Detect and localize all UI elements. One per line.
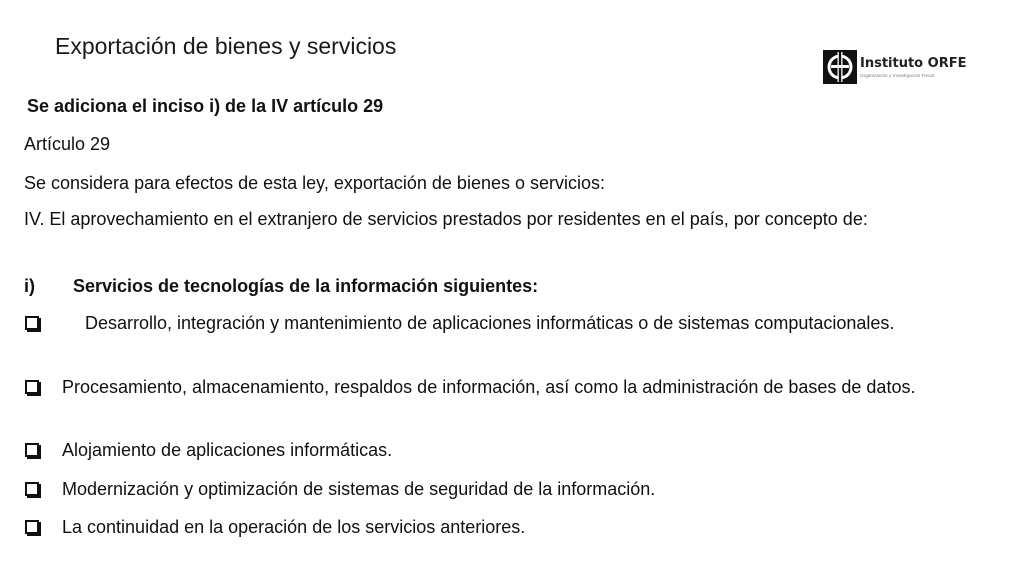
list-item <box>24 438 999 462</box>
checkbox-bullet-icon <box>25 316 39 330</box>
article-heading: Artículo 29 <box>24 134 111 154</box>
item-i-marker: i) <box>24 276 35 296</box>
checkbox-bullet-icon <box>25 520 39 534</box>
item-i <box>24 274 538 298</box>
slide-title: Exportación de bienes y servicios <box>55 33 397 59</box>
fraction-iv-text: IV. El aprovechamiento en el extranjero de servicios prestados por residentes en el país, por concepto de: <box>24 209 868 229</box>
checkbox-bullet-icon <box>25 380 39 394</box>
slide-subtitle: Se adiciona el inciso i) de la IV artículo 29 <box>27 96 384 116</box>
list-item <box>24 477 999 501</box>
intro-text: Se considera para efectos de esta ley, exportación de bienes o servicios: <box>24 173 606 193</box>
checkbox-bullet-icon <box>25 443 39 457</box>
logo-name: Instituto ORFE <box>860 56 967 71</box>
instituto-orfe-logo <box>823 50 973 86</box>
list-item <box>24 375 999 425</box>
item-i-text: Servicios de tecnologías de la información siguientes: <box>73 276 539 296</box>
list-item <box>24 311 999 361</box>
checkbox-bullet-icon <box>25 482 39 496</box>
bullet-text: Alojamiento de aplicaciones informáticas. <box>62 440 393 460</box>
bullet-text: Desarrollo, integración y mantenimiento de aplicaciones informáticas o de sistemas computacionales. <box>85 313 895 333</box>
logo-tagline: Organización y Investigación Fiscal <box>860 73 935 78</box>
list-item <box>24 515 999 539</box>
bullet-text: Modernización y optimización de sistemas de seguridad de la información. <box>62 479 656 499</box>
bullet-text: Procesamiento, almacenamiento, respaldos de información, así como la administración de bases de datos. <box>62 377 916 397</box>
bullet-text: La continuidad en la operación de los servicios anteriores. <box>62 517 526 537</box>
orfe-logo-icon <box>823 50 857 84</box>
